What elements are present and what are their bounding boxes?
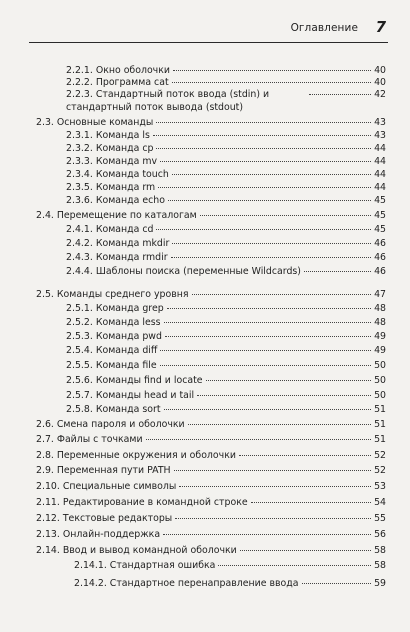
- toc-entry-label: 2.4. Перемещение по каталогам: [36, 210, 197, 221]
- toc-entry-label: 2.2.1. Окно оболочки: [66, 65, 170, 76]
- toc-leader-dots: [309, 94, 371, 95]
- toc-entry[interactable]: [36, 210, 386, 222]
- toc-entry[interactable]: [36, 529, 386, 541]
- toc-entry-page: 52: [374, 465, 386, 476]
- toc-leader-dots: [153, 135, 371, 136]
- toc-entry[interactable]: [66, 360, 386, 372]
- toc-entry-page: 43: [374, 117, 386, 128]
- toc-entry-page: 51: [374, 434, 386, 445]
- running-header-title: Оглавление: [290, 22, 358, 34]
- toc-leader-dots: [192, 294, 372, 295]
- toc-leader-dots: [168, 200, 371, 201]
- toc-entry[interactable]: [36, 497, 386, 509]
- toc-entry[interactable]: [66, 77, 386, 89]
- toc-entry-page: 59: [374, 578, 386, 589]
- toc-entry-page: 49: [374, 345, 386, 356]
- toc-entry-page: 44: [374, 182, 386, 193]
- toc-entry[interactable]: [66, 345, 386, 357]
- toc-entry-page: 43: [374, 130, 386, 141]
- toc-leader-dots: [251, 502, 371, 503]
- toc-entry[interactable]: [66, 65, 386, 77]
- toc-leader-dots: [165, 336, 371, 337]
- toc-entry-label: 2.5.6. Команды find и locate: [66, 375, 203, 386]
- toc-entry-label: 2.10. Специальные символы: [36, 481, 177, 492]
- toc-entry-label: 2.5.2. Команда less: [66, 317, 161, 328]
- toc-entry-label: 2.4.1. Команда cd: [66, 224, 154, 235]
- toc-entry-label: 2.2.3. Стандартный поток ввода (stdin) и стандартный поток вывода (stdout): [66, 89, 270, 113]
- toc-entry-label: 2.14.2. Стандартное перенаправление ввода: [74, 578, 299, 589]
- toc-leader-dots: [200, 215, 371, 216]
- toc-entry-label: 2.6. Смена пароля и оболочки: [36, 419, 185, 430]
- toc-entry-label: 2.4.3. Команда rmdir: [66, 252, 168, 263]
- page-header: [0, 0, 410, 44]
- toc-entry-page: 40: [374, 77, 386, 88]
- toc-leader-dots: [160, 161, 371, 162]
- toc-leader-dots: [146, 439, 371, 440]
- toc-leader-dots: [172, 174, 371, 175]
- toc-entry-page: 50: [374, 390, 386, 401]
- toc-entry[interactable]: [66, 404, 386, 416]
- toc-leader-dots: [218, 565, 371, 566]
- toc-entry[interactable]: [36, 513, 386, 525]
- toc-entry[interactable]: [66, 143, 386, 155]
- toc-entry-label: 2.5.8. Команда sort: [66, 404, 161, 415]
- toc-entry[interactable]: [36, 450, 386, 462]
- toc-entry-page: 50: [374, 360, 386, 371]
- toc-leader-dots: [163, 534, 371, 535]
- toc-entry-label: 2.5.3. Команда pwd: [66, 331, 162, 342]
- toc-entry-label: 2.3.2. Команда cp: [66, 143, 154, 154]
- toc-entry-label: 2.3.5. Команда rm: [66, 182, 156, 193]
- toc-entry-page: 46: [374, 238, 386, 249]
- toc-entry-page: 58: [374, 560, 386, 571]
- toc-entry[interactable]: [36, 545, 386, 557]
- toc-entry-label: 2.12. Текстовые редакторы: [36, 513, 173, 524]
- toc-entry-page: 40: [374, 65, 386, 76]
- toc-entry[interactable]: [66, 375, 386, 387]
- toc-entry[interactable]: [36, 465, 386, 477]
- toc-entry[interactable]: [66, 238, 386, 250]
- toc-entry-label: 2.5.4. Команда diff: [66, 345, 158, 356]
- toc-entry[interactable]: [66, 224, 386, 236]
- toc-entry-page: 46: [374, 266, 386, 277]
- toc-entry-page: 42: [374, 89, 386, 100]
- toc-leader-dots: [173, 70, 371, 71]
- toc-leader-dots: [167, 308, 371, 309]
- toc-leader-dots: [164, 322, 372, 323]
- toc-entry[interactable]: [66, 169, 386, 181]
- toc-leader-dots: [171, 257, 371, 258]
- toc-entry-label: 2.3.1. Команда ls: [66, 130, 150, 141]
- toc-entry-label: 2.4.2. Команда mkdir: [66, 238, 170, 249]
- toc-leader-dots: [156, 148, 371, 149]
- toc-entry[interactable]: [66, 89, 386, 114]
- toc-entry-page: 45: [374, 210, 386, 221]
- toc-entry-label: 2.14. Ввод и вывод командной оболочки: [36, 545, 237, 556]
- toc-leader-dots: [156, 122, 371, 123]
- toc-entry-page: 56: [374, 529, 386, 540]
- toc-entry[interactable]: [66, 156, 386, 168]
- toc-entry-label: 2.4.4. Шаблоны поиска (переменные Wildcards): [66, 266, 301, 277]
- toc-entry[interactable]: [66, 195, 386, 207]
- toc-entry-label: 2.3.3. Команда mv: [66, 156, 158, 167]
- toc-leader-dots: [240, 550, 371, 551]
- toc-entry[interactable]: [66, 331, 386, 343]
- toc-entry-page: 44: [374, 169, 386, 180]
- page-number: 7: [375, 18, 386, 36]
- toc-entry-page: 47: [374, 289, 386, 300]
- toc-entry-label: 2.8. Переменные окружения и оболочки: [36, 450, 236, 461]
- toc-entry[interactable]: [66, 303, 386, 315]
- toc-leader-dots: [188, 424, 371, 425]
- toc-entry-label: 2.11. Редактирование в командной строке: [36, 497, 248, 508]
- toc-entry-label: 2.3. Основные команды: [36, 117, 154, 128]
- toc-entry[interactable]: [74, 560, 386, 572]
- toc-entry-label: 2.5.7. Команды head и tail: [66, 390, 195, 401]
- toc-entry-page: 50: [374, 375, 386, 386]
- toc-entry-label: 2.5.1. Команда grep: [66, 303, 164, 314]
- toc-entry[interactable]: [36, 434, 386, 446]
- toc-leader-dots: [302, 583, 372, 584]
- toc-entry-page: 51: [374, 419, 386, 430]
- toc-leader-dots: [179, 486, 371, 487]
- toc-leader-dots: [175, 518, 371, 519]
- toc-entry-page: 46: [374, 252, 386, 263]
- toc-entry-label: 2.5.5. Команда file: [66, 360, 157, 371]
- toc-entry[interactable]: [66, 390, 386, 402]
- toc-leader-dots: [164, 409, 372, 410]
- toc-entry-page: 44: [374, 143, 386, 154]
- toc-entry[interactable]: [36, 289, 386, 301]
- toc-leader-dots: [156, 229, 371, 230]
- toc-entry-label: 2.13. Онлайн-поддержка: [36, 529, 161, 540]
- toc-entry-label: 2.7. Файлы с точками: [36, 434, 143, 445]
- toc-entry[interactable]: [74, 578, 386, 590]
- toc-entry-page: 54: [374, 497, 386, 508]
- toc-entry[interactable]: [66, 266, 386, 278]
- toc-entry[interactable]: [36, 117, 386, 129]
- toc-entry-label: 2.14.1. Стандартная ошибка: [74, 560, 216, 571]
- toc-entry[interactable]: [66, 182, 386, 194]
- toc-leader-dots: [172, 82, 371, 83]
- toc-entry-page: 45: [374, 224, 386, 235]
- toc-leader-dots: [304, 271, 371, 272]
- toc-leader-dots: [197, 395, 371, 396]
- toc-leader-dots: [158, 187, 371, 188]
- toc-entry-label: 2.5. Команды среднего уровня: [36, 289, 189, 300]
- toc-leader-dots: [172, 243, 371, 244]
- toc-entry-page: 51: [374, 404, 386, 415]
- toc-entry-page: 44: [374, 156, 386, 167]
- toc-leader-dots: [160, 365, 371, 366]
- toc-leader-dots: [206, 380, 372, 381]
- toc-entry-label: 2.2.2. Программа cat: [66, 77, 169, 88]
- toc-entry[interactable]: [66, 317, 386, 329]
- toc-entry-page: 45: [374, 195, 386, 206]
- toc-entry[interactable]: [66, 252, 386, 264]
- toc-leader-dots: [174, 470, 371, 471]
- toc-entry-page: 53: [374, 481, 386, 492]
- toc-entry-label: 2.3.4. Команда touch: [66, 169, 169, 180]
- toc-entry-label: 2.3.6. Команда echo: [66, 195, 165, 206]
- toc-entry[interactable]: [36, 481, 386, 493]
- toc-leader-dots: [239, 455, 371, 456]
- toc-entry[interactable]: [36, 419, 386, 431]
- header-rule: [29, 42, 388, 43]
- toc-entry-page: 52: [374, 450, 386, 461]
- toc-entry-label: 2.9. Переменная пути PATH: [36, 465, 171, 476]
- toc-entry[interactable]: [66, 130, 386, 142]
- toc-leader-dots: [160, 350, 371, 351]
- toc-entry-page: 49: [374, 331, 386, 342]
- toc-entry-page: 48: [374, 317, 386, 328]
- toc-entry-page: 58: [374, 545, 386, 556]
- toc-entry-page: 48: [374, 303, 386, 314]
- toc-entry-page: 55: [374, 513, 386, 524]
